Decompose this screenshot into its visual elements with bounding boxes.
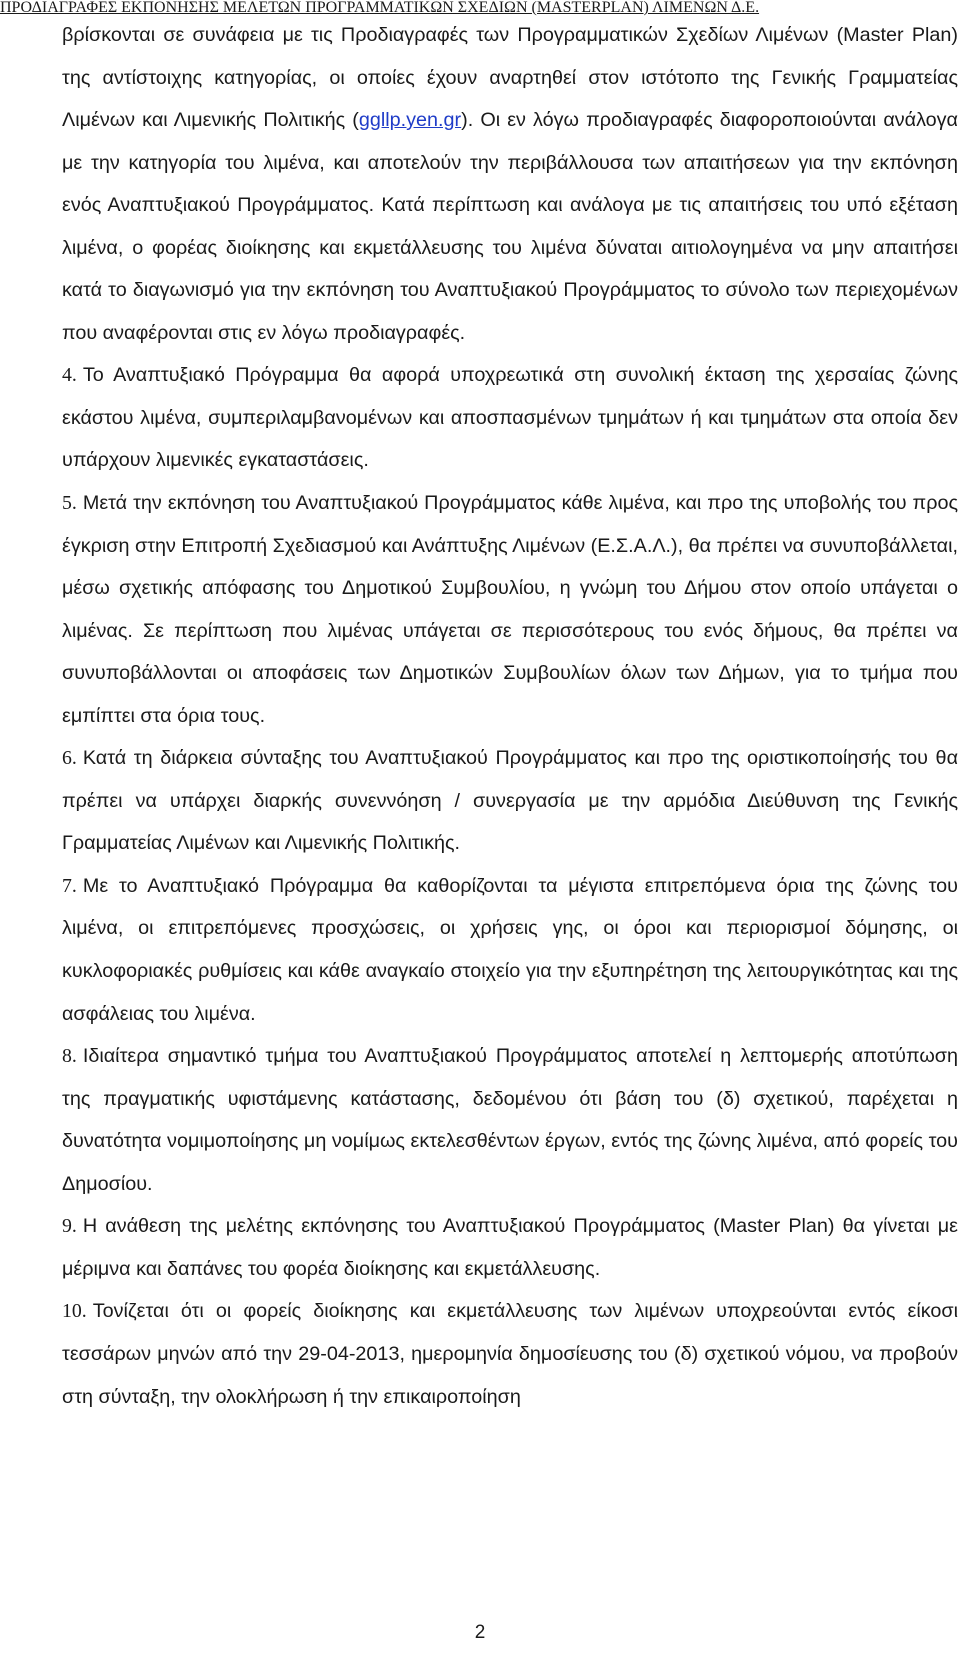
list-item (62, 1290, 958, 1418)
intro-text-after-link: ). Οι εν λόγω προδιαγραφές διαφοροποιούνται ανάλογα με την κατηγορία του λιμένα, και αποτελούν την περιβάλλουσα των απαιτήσεων για την εκπόνηση ενός Αναπτυξιακού Προγράμματος. Κατά περίπτωση και ανάλογα με τις απαιτήσεις του υπό εξέταση λιμένα, ο φορέας διοίκησης και εκμετάλλευσης του λιμένα δύναται αιτιολογημένα να μην απαιτήσει κατά το διαγωνισμό για την εκπόνηση του Αναπτυξιακού Προγράμματος το σύνολο των περιεχομένων που αναφέρονται στις εν λόγω προδιαγραφές. (62, 109, 958, 344)
document-body (62, 14, 958, 1418)
item-number: 4. (62, 364, 77, 387)
item-text: Μετά την εκπόνηση του Αναπτυξιακού Προγράμματος κάθε λιμένα, και προ της υποβολής του προς έγκριση στην Επιτροπή Σχεδιασμού και Ανάπτυξης Λιμένων (Ε.Σ.Α.Λ.), θα πρέπει να συνυποβάλλεται, μέσω σχετικής απόφασης του Δημοτικού Συμβουλίου, η γνώμη του Δήμου στον οποίο υπάγεται ο λιμένας. Σε περίπτωση που λιμένας υπάγεται σε περισσότερους του ενός δήμους, θα πρέπει να συνυποβάλλονται οι αποφάσεις των Δημοτικών Συμβουλίων όλων των Δήμων, για το τμήμα που εμπίπτει στα όρια τους. (62, 492, 958, 727)
item-number: 8. (62, 1045, 77, 1068)
item-text: Ιδιαίτερα σημαντικό τμήμα του Αναπτυξιακού Προγράμματος αποτελεί η λεπτομερής αποτύπωση της πραγματικής υφιστάμενης κατάστασης, δεδομένου ότι βάση του (δ) σχετικού, παρέχεται η δυνατότητα νομιμοποίησης μη νομίμως εκτελεσθέντων έργων, εντός της ζώνης λιμένα, από φορείς του Δημοσίου. (62, 1045, 958, 1195)
page-number: 2 (474, 1622, 486, 1643)
list-item (62, 482, 958, 737)
item-text: Το Αναπτυξιακό Πρόγραμμα θα αφορά υποχρεωτικά στη συνολική έκταση της χερσαίας ζώνης εκάστου λιμένα, συμπεριλαμβανομένων και αποσπασμένων τμημάτων ή και τμημάτων στα οποία δεν υπάρχουν λιμενικές εγκαταστάσεις. (62, 364, 958, 472)
list-item (62, 354, 958, 482)
list-item (62, 1035, 958, 1205)
item-text: Κατά τη διάρκεια σύνταξης του Αναπτυξιακού Προγράμματος και προ της οριστικοποίησής του θα πρέπει να υπάρχει διαρκής συνεννόηση / συνεργασία με την αρμόδια Διεύθυνση της Γενικής Γραμματείας Λιμένων και Λιμενικής Πολιτικής. (62, 747, 958, 855)
page-header: ΠΡΟΔΙΑΓΡΑΦΕΣ ΕΚΠΟΝΗΣΗΣ ΜΕΛΕΤΩΝ ΠΡΟΓΡΑΜΜΑΤΙΚΩΝ ΣΧΕΔΙΩΝ (MASTERPLAN) ΛΙΜΕΝΩΝ Δ.Ε. (0, 0, 760, 16)
intro-paragraph (62, 14, 958, 354)
item-number: 10. (62, 1300, 87, 1323)
list-item (62, 737, 958, 865)
list-item (62, 1205, 958, 1290)
item-number: 6. (62, 747, 77, 770)
item-number: 7. (62, 874, 77, 897)
list-item (62, 865, 958, 1035)
item-number: 5. (62, 492, 77, 515)
item-text: Τονίζεται ότι οι φορείς διοίκησης και εκμετάλλευσης των λιμένων υποχρεούνται εντός είκοσι τεσσάρων μηνών από την 29-04-2013, ημερομηνία δημοσίευσης του (δ) σχετικού νόμου, να προβούν στη σύνταξη, την ολοκλήρωση ή την επικαιροποίηση (62, 1300, 958, 1408)
item-text: Με το Αναπτυξιακό Πρόγραμμα θα καθορίζονται τα μέγιστα επιτρεπόμενα όρια της ζώνης του λιμένα, οι επιτρεπόμενες προσχώσεις, οι χρήσεις γης, οι όροι και περιορισμοί δόμησης, οι κυκλοφοριακές ρυθμίσεις και κάθε αναγκαίο στοιχείο για την εξυπηρέτηση της λειτουργικότητας και της ασφάλειας του λιμένα. (62, 874, 958, 1025)
item-text: Η ανάθεση της μελέτης εκπόνησης του Αναπτυξιακού Προγράμματος (Master Plan) θα γίνεται με μέριμνα και δαπάνες του φορέα διοίκησης και εκμετάλλευσης. (62, 1215, 958, 1280)
intro-text-before-link: βρίσκονται σε συνάφεια με τις Προδιαγραφές των Προγραμματικών Σχεδίων Λιμένων (Master Plan) της αντίστοιχης κατηγορίας, οι οποίες έχουν αναρτηθεί στον ιστότοπο της Γενικής Γραμματείας Λιμένων και Λιμενικής Πολιτικής ( (62, 24, 958, 132)
website-link[interactable]: ggllp.yen.gr (358, 109, 462, 132)
item-number: 9. (62, 1215, 77, 1238)
